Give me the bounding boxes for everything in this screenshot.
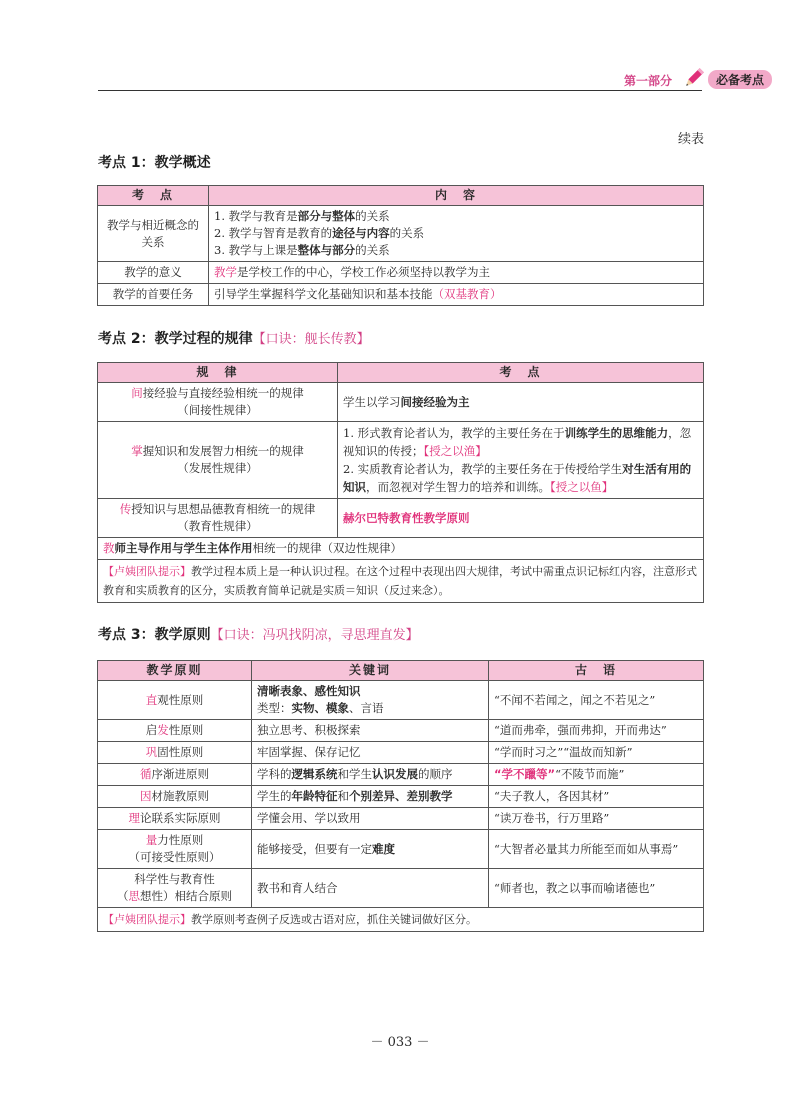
text: 整体与部分 [297, 243, 356, 257]
table-row [98, 538, 704, 560]
text: “不陵节而施” [555, 767, 625, 781]
teaching-process-laws-table [97, 362, 704, 603]
key-char: 间 [131, 386, 143, 400]
table-row [98, 764, 704, 786]
table-row [98, 720, 704, 742]
text: 学生的 [257, 789, 292, 803]
text: 训练学生的思维能力 [564, 426, 669, 440]
text: （ [117, 889, 129, 903]
text: 、言语 [349, 701, 384, 715]
table-row [98, 742, 704, 764]
column-header: 教学原则 [98, 661, 252, 681]
text: 和 [337, 789, 349, 803]
text: （发展性规律） [177, 461, 258, 475]
table-row [98, 422, 704, 499]
text: 部分与整体 [297, 209, 356, 223]
column-header: 规 律 [98, 363, 338, 383]
key-char: 发 [157, 723, 169, 737]
keywords: 牢固掌握、保存记忆 [252, 742, 489, 764]
law-point [338, 422, 704, 499]
text: 类型： [257, 701, 292, 715]
text: 序渐进原则 [151, 767, 209, 781]
title-text: 考点 3：教学原则 [98, 627, 211, 643]
text: 实物、模象 [291, 701, 349, 715]
tip-row [98, 908, 704, 932]
tip-label: 【卢姨团队提示】 [103, 913, 191, 926]
text: 认识发展 [372, 767, 418, 781]
column-header: 古 语 [489, 661, 704, 681]
principle-name [98, 681, 252, 720]
principle-name [98, 808, 252, 830]
column-header: 考 点 [98, 186, 209, 206]
tip-text: 教学原则考查例子反选或古语对应，抓住关键词做好区分。 [191, 913, 477, 926]
text: 握知识和发展智力相统一的规律 [142, 444, 304, 458]
text: 固性原则 [157, 745, 204, 759]
header-section-tag: 必备考点 [708, 70, 772, 89]
table-row [98, 786, 704, 808]
text: 的顺序 [418, 767, 453, 781]
table-row [98, 499, 704, 538]
keywords [252, 681, 489, 720]
title-text: 考点 2：教学过程的规律 [98, 331, 253, 347]
text: 想性）相结合原则 [140, 889, 232, 903]
text: （间接性规律） [177, 403, 258, 417]
keywords: 学懂会用、学以致用 [252, 808, 489, 830]
quote: “不闻不若闻之，闻之不若见之” [489, 681, 704, 720]
quote: “师者也，教之以事而喻诸德也” [489, 869, 704, 908]
text: 观性原则 [157, 692, 204, 707]
keywords [252, 764, 489, 786]
tip-label: 【卢姨团队提示】 [103, 565, 191, 578]
key-char: 思 [128, 889, 140, 903]
text: 的关系 [355, 209, 390, 223]
column-header: 内 容 [209, 186, 704, 206]
key-char: 传 [119, 502, 132, 516]
text: 和学生 [337, 767, 372, 781]
row-label: 教学的首要任务 [98, 284, 209, 306]
text: 2. 实质教育论者认为，教学的主要任务在于传授给学生 [343, 462, 623, 476]
table-header-row [98, 186, 704, 206]
text: 的关系 [355, 243, 390, 257]
mnemonic: 【口诀：冯巩找阴凉，寻思理直发】 [210, 628, 419, 643]
section-3-title [98, 624, 419, 644]
text: 3. 教学与上课是 [214, 243, 298, 257]
text: （双基教育） [432, 287, 502, 301]
text: 启 [145, 723, 158, 737]
text: 清晰表象、感性知识 [257, 684, 361, 698]
table-row [98, 808, 704, 830]
column-header: 考 点 [338, 363, 704, 383]
team-tip [98, 560, 704, 603]
principle-name [98, 764, 252, 786]
keywords [252, 830, 489, 869]
text: 引导学生掌握科学文化基础知识和基本技能 [214, 287, 433, 301]
header-part-label: 第一部分 [623, 74, 672, 88]
key-char: 因 [140, 789, 152, 803]
text: 接经验与直接经验相统一的规律 [142, 386, 304, 400]
section-1-title: 考点 1：教学概述 [98, 155, 211, 171]
table-header-row [98, 661, 704, 681]
quote [489, 764, 704, 786]
text: 教学 [214, 265, 237, 279]
row-label: 教学的意义 [98, 262, 209, 284]
text: 难度 [372, 841, 395, 856]
law-name [98, 538, 704, 560]
teaching-overview-table [97, 185, 704, 306]
text: 学生以学习 [343, 394, 401, 409]
text: 师主导作用与学生主体作用 [114, 541, 253, 555]
text: 科学性与教育性 [134, 872, 215, 886]
key-char: 理 [128, 811, 140, 825]
principle-name [98, 830, 252, 869]
text: 逻辑系统 [291, 767, 338, 781]
header-divider [98, 90, 702, 91]
keywords: 独立思考、积极探索 [252, 720, 489, 742]
text: 的关系 [389, 226, 425, 240]
principle-name [98, 786, 252, 808]
quote: “学而时习之”“温故而知新” [489, 742, 704, 764]
column-header: 关键词 [252, 661, 489, 681]
quote: “道而弗牵，强而弗抑，开而弗达” [489, 720, 704, 742]
keywords: 教书和育人结合 [252, 869, 489, 908]
key-char: 巩 [145, 745, 158, 759]
text: 性原则 [168, 723, 204, 737]
law-point [338, 383, 704, 422]
keywords [252, 786, 489, 808]
principle-name [98, 742, 252, 764]
table-row [98, 383, 704, 422]
table-row [98, 869, 704, 908]
tip-text: 教学过程本质上是一种认识过程。在这个过程中表现出四大规律，考试中需重点识记标红内容，注意形式教育和实质教育的区分，实质教育简单记就是实质＝知识（反过来念）。 [103, 565, 697, 597]
teaching-principles-table [97, 660, 704, 932]
page-number: － 033 － [370, 1035, 430, 1050]
continued-label: 续表 [677, 132, 704, 147]
text: 是学校工作的中心，学校工作必须坚持以教学为主 [237, 265, 490, 279]
text: 学科的 [257, 767, 292, 781]
text: 【授之以鱼】 [550, 480, 614, 494]
text: 材施教原则 [151, 789, 209, 803]
text: （教育性规律） [177, 519, 258, 533]
text: 2. 教学与智育是教育的 [214, 226, 333, 240]
law-name [98, 499, 338, 538]
principle-name [98, 720, 252, 742]
table-row [98, 284, 704, 306]
text: 【授之以渔】 [423, 444, 487, 458]
text: 授知识与思想品德教育相统一的规律 [131, 502, 316, 516]
principle-name [98, 869, 252, 908]
key-char: 教 [103, 541, 115, 555]
law-name [98, 422, 338, 499]
text: 途径与内容 [332, 226, 390, 240]
mnemonic: 【口诀：舰长传教】 [252, 332, 370, 347]
table-row [98, 830, 704, 869]
text: 力性原则 [157, 833, 204, 847]
section-2-title [98, 328, 370, 348]
quote: “夫子教人，各因其材” [489, 786, 704, 808]
text: （可接受性原则） [128, 850, 221, 864]
table-header-row [98, 363, 704, 383]
text: 个别差异、差别教学 [349, 789, 453, 803]
row-label: 教学与相近概念的关系 [98, 206, 209, 262]
text: 间接经验为主 [400, 394, 470, 409]
quote: “大智者必量其力所能至而如从事焉” [489, 830, 704, 869]
text: 论联系实际原则 [140, 811, 221, 825]
row-content [209, 262, 704, 284]
law-name [98, 383, 338, 422]
text: “学不躐等” [494, 767, 556, 781]
pencil-icon [682, 66, 706, 90]
text: 能够接受，但要有一定 [257, 841, 372, 856]
text: 1. 形式教育论者认为，教学的主要任务在于 [343, 426, 565, 440]
law-point: 赫尔巴特教育性教学原则 [338, 499, 704, 538]
tip-row [98, 560, 704, 603]
text: 对生活有用的知识 [343, 462, 692, 494]
row-content [209, 206, 704, 262]
table-row [98, 262, 704, 284]
key-char: 量 [145, 833, 158, 847]
text: ，忽视知识的传授； [343, 426, 692, 458]
table-row [98, 681, 704, 720]
text: ，而忽视对学生智力的培养和训练。 [366, 480, 550, 494]
key-char: 循 [140, 767, 152, 781]
text: 年龄特征 [291, 789, 338, 803]
team-tip [98, 908, 704, 932]
table-row [98, 206, 704, 262]
key-char: 直 [145, 692, 158, 707]
quote: “读万卷书，行万里路” [489, 808, 704, 830]
key-char: 掌 [131, 444, 143, 458]
text: 相统一的规律（双边性规律） [252, 541, 402, 555]
text: 1. 教学与教育是 [214, 209, 298, 223]
row-content [209, 284, 704, 306]
